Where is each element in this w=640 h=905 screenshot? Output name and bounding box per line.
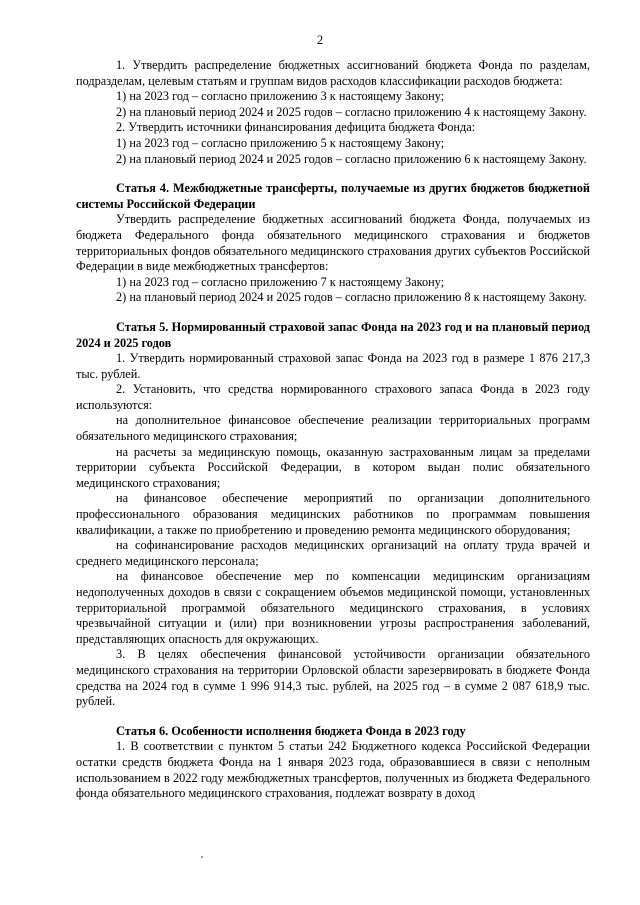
- body-paragraph: 1) на 2023 год – согласно приложению 7 к настоящему Закону;: [116, 274, 445, 289]
- article-heading: Статья 6. Особенности исполнения бюджета Фонда в 2023 году: [116, 723, 466, 738]
- body-paragraph: 1. Утвердить распределение бюджетных ассигнований бюджета Фонда по разделам, подразделам, целевым статьям и группам видов расходов классификации расходов бюджета:: [76, 58, 590, 88]
- body-paragraph: 2) на плановый период 2024 и 2025 годов – согласно приложению 8 к настоящему Закону.: [116, 290, 587, 305]
- body-paragraph: 3. В целях обеспечения финансовой устойчивости организации обязательного медицинского страхования на территории Орловской области зарезервировать в бюджете Фонда средства на 2024 год в сумме 1 996 914,3 тыс. рублей, на 2025 год – в сумме 2 087 618,9 тыс. рублей.: [76, 647, 590, 709]
- body-paragraph: на финансовое обеспечение мер по компенсации медицинским организациям недополученных доходов в связи с сокращением объемов медицинской помощи, установленных территориальной программой обязательного медицинского страхования, в условиях чрезвычайной ситуации и (или) при возникновении угрозы распространения заболеваний, представляющих опасность для окружающих.: [76, 569, 590, 646]
- body-paragraph: 2) на плановый период 2024 и 2025 годов – согласно приложению 6 к настоящему Закону.: [116, 151, 587, 166]
- body-paragraph: 1. В соответствии с пунктом 5 статьи 242 Бюджетного кодекса Российской Федерации остатки средств бюджета Фонда на 1 января 2023 года, образовавшиеся в связи с неполным использованием в 2022 году межбюджетных трансфертов, полученных из бюджета Федерального фонда обязательного медицинского страхования, подлежат возврату в доход: [76, 739, 590, 801]
- document-body: [76, 58, 590, 802]
- body-paragraph: 1. Утвердить нормированный страховой запас Фонда на 2023 год в размере 1 876 217,3 тыс. рублей.: [76, 351, 590, 381]
- body-paragraph: на финансовое обеспечение мероприятий по организации дополнительного профессионального образования медицинских работников по программам повышения квалификации, а также по приобретению и проведению ремонта медицинского оборудования;: [76, 491, 590, 537]
- body-paragraph: на расчеты за медицинскую помощь, оказанную застрахованным лицам за пределами территории субъекта Российской Федерации, в котором выдан полис обязательного медицинского страхования;: [76, 444, 590, 490]
- body-paragraph: Утвердить распределение бюджетных ассигнований бюджета Фонда, получаемых из бюджета Федерального фонда обязательного медицинского страхования и бюджетов территориальных фондов обязательного медицинского страхования других субъектов Российской Федерации в виде межбюджетных трансфертов:: [76, 212, 590, 274]
- body-paragraph: 1) на 2023 год – согласно приложению 5 к настоящему Закону;: [116, 135, 445, 150]
- body-paragraph: 2) на плановый период 2024 и 2025 годов – согласно приложению 4 к настоящему Закону.: [116, 104, 587, 119]
- body-paragraph: 2. Установить, что средства нормированного страхового запаса Фонда в 2023 году используются:: [76, 382, 590, 412]
- page-number: 2: [316, 33, 324, 47]
- body-paragraph: 1) на 2023 год – согласно приложению 3 к настоящему Закону;: [116, 89, 445, 104]
- article-heading: Статья 5. Нормированный страховой запас Фонда на 2023 год и на плановый период 2024 и 2025 годов: [76, 319, 590, 350]
- article-heading: Статья 4. Межбюджетные трансферты, получаемые из других бюджетов бюджетной системы Российской Федерации: [76, 181, 590, 211]
- body-paragraph: 2. Утвердить источники финансирования дефицита бюджета Фонда:: [116, 120, 476, 135]
- scan-speck: [201, 856, 203, 858]
- body-paragraph: на софинансирование расходов медицинских организаций на оплату труда врачей и среднего медицинского персонала;: [76, 538, 590, 568]
- body-paragraph: на дополнительное финансовое обеспечение реализации территориальных программ обязательного медицинского страхования;: [76, 413, 590, 444]
